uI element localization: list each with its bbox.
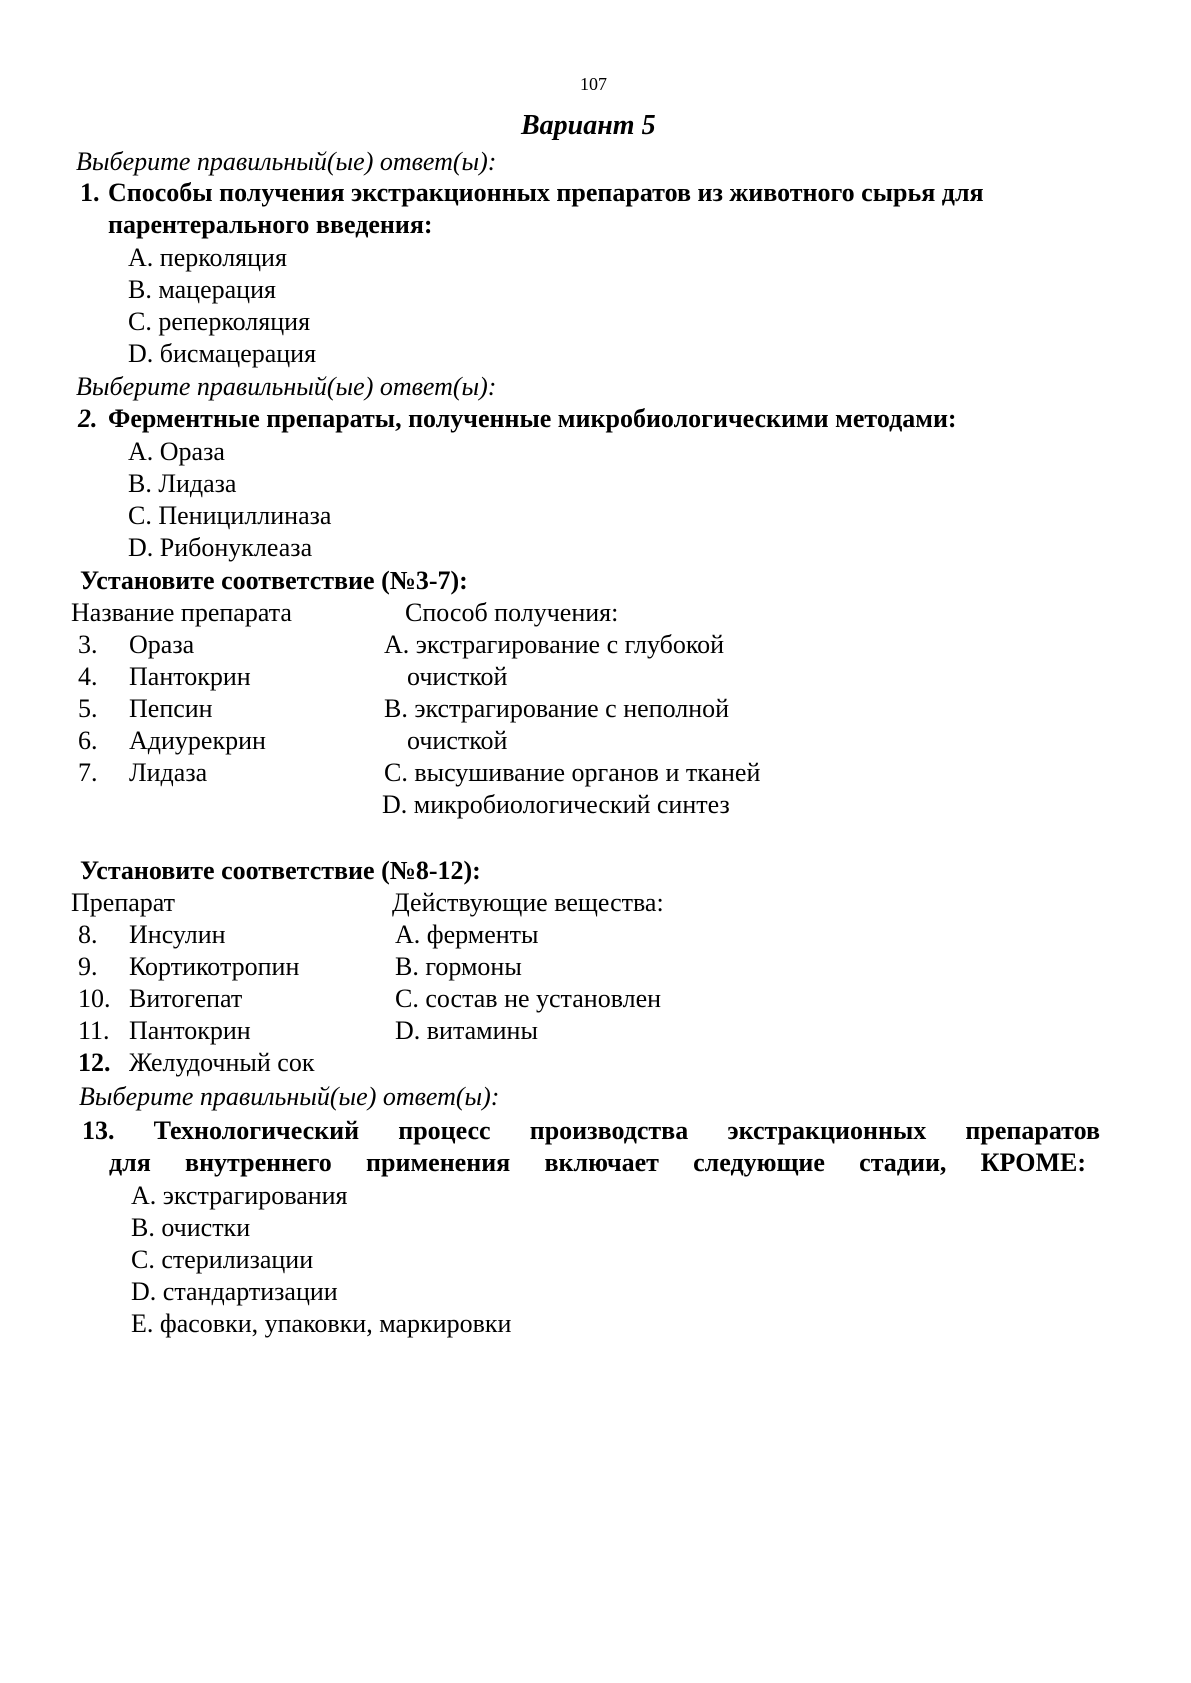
q13-option: E. фасовки, упаковки, маркировки bbox=[131, 1309, 512, 1338]
page-number: 107 bbox=[580, 74, 607, 94]
match1-answer: B. экстрагирование с неполной bbox=[384, 694, 730, 723]
match1-item-number: 6. bbox=[78, 726, 98, 755]
q2-option: C. Пенициллиназа bbox=[128, 501, 332, 530]
q13-text-line2: для внутреннего применения включает следующие стадии, КРОМЕ: bbox=[109, 1148, 1086, 1177]
match2-item-name: Кортикотропин bbox=[129, 952, 300, 981]
match1-heading: Установите соответствие (№3-7): bbox=[80, 566, 468, 595]
q13-option: A. экстрагирования bbox=[131, 1181, 348, 1210]
q2-text: Ферментные препараты, полученные микробиологическими методами: bbox=[108, 404, 957, 433]
match1-item-name: Лидаза bbox=[129, 758, 208, 787]
match1-item-number: 5. bbox=[78, 694, 98, 723]
q1-option: B. мацерация bbox=[128, 275, 276, 304]
q13-option: C. стерилизации bbox=[131, 1245, 314, 1274]
q1-text-line2: парентерального введения: bbox=[108, 210, 433, 239]
match2-answer: C. состав не установлен bbox=[395, 984, 662, 1013]
q2-option: D. Рибонуклеаза bbox=[128, 533, 313, 562]
variant-title: Вариант 5 bbox=[521, 110, 656, 141]
q13-option: D. стандартизации bbox=[131, 1277, 338, 1306]
match2-item-number: 11. bbox=[78, 1016, 110, 1045]
match1-item-number: 3. bbox=[78, 630, 98, 659]
q2-option: A. Ораза bbox=[128, 437, 225, 466]
match1-answer-continuation: очисткой bbox=[407, 662, 508, 691]
match1-item-name: Пепсин bbox=[129, 694, 213, 723]
match2-heading: Установите соответствие (№8-12): bbox=[80, 856, 481, 885]
match2-answer: B. гормоны bbox=[395, 952, 522, 981]
match2-answer: A. ферменты bbox=[395, 920, 539, 949]
q1-option: D. бисмацерация bbox=[128, 339, 317, 368]
instruction-text: Выберите правильный(ые) ответ(ы): bbox=[76, 147, 497, 176]
match2-item-number: 9. bbox=[78, 952, 98, 981]
q1-number: 1. bbox=[80, 178, 100, 207]
q1-option: A. перколяция bbox=[128, 243, 287, 272]
match2-item-name: Инсулин bbox=[129, 920, 226, 949]
match1-answer: A. экстрагирование с глубокой bbox=[384, 630, 725, 659]
match1-item-number: 4. bbox=[78, 662, 98, 691]
q13-text-line1: 13. Технологический процесс производства экстракционных препаратов bbox=[82, 1116, 1100, 1145]
q2-number: 2. bbox=[78, 404, 98, 433]
match2-item-name: Желудочный сок bbox=[129, 1048, 315, 1077]
match1-item-name: Пантокрин bbox=[129, 662, 251, 691]
match1-left-header: Название препарата bbox=[71, 598, 292, 627]
q2-option: B. Лидаза bbox=[128, 469, 237, 498]
match1-item-name: Адиурекрин bbox=[129, 726, 266, 755]
match2-item-name: Витогепат bbox=[129, 984, 243, 1013]
q13-option: B. очистки bbox=[131, 1213, 251, 1242]
match1-item-number: 7. bbox=[78, 758, 98, 787]
match2-right-header: Действующие вещества: bbox=[392, 888, 664, 917]
match2-item-name: Пантокрин bbox=[129, 1016, 251, 1045]
match1-answer-continuation: очисткой bbox=[407, 726, 508, 755]
match2-item-number: 8. bbox=[78, 920, 98, 949]
q1-option: C. реперколяция bbox=[128, 307, 311, 336]
instruction-text: Выберите правильный(ые) ответ(ы): bbox=[79, 1082, 500, 1111]
match2-item-number: 10. bbox=[78, 984, 111, 1013]
match1-right-header: Способ получения: bbox=[405, 598, 619, 627]
match2-answer: D. витамины bbox=[395, 1016, 538, 1045]
match1-item-name: Ораза bbox=[129, 630, 195, 659]
match1-answer: D. микробиологический синтез bbox=[382, 790, 730, 819]
match1-answer: C. высушивание органов и тканей bbox=[384, 758, 761, 787]
match2-left-header: Препарат bbox=[71, 888, 175, 917]
instruction-text: Выберите правильный(ые) ответ(ы): bbox=[76, 372, 497, 401]
match2-item-number: 12. bbox=[78, 1048, 111, 1077]
q1-text-line1: Способы получения экстракционных препаратов из животного сырья для bbox=[108, 178, 984, 207]
